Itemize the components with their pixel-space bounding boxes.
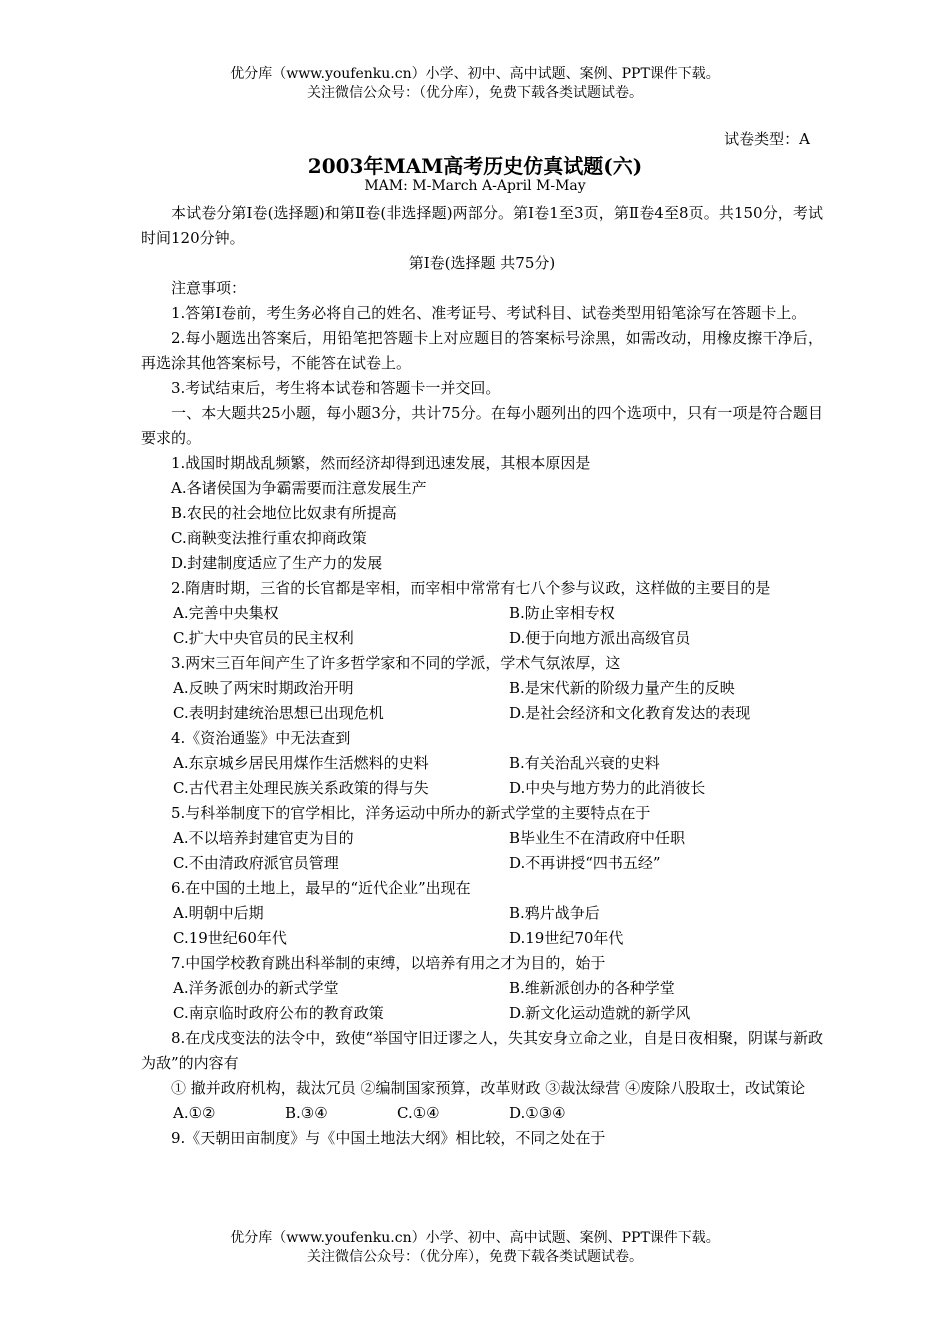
header-line-2: 关注微信公众号：（优分库），免费下载各类试题试卷。 (307, 85, 643, 101)
question-stem: 8.在戊戌变法的法令中，致使“举国守旧迂谬之人，失其安身立命之业，自是日夜相聚，阴谋与新政为敌”的内容有 (141, 1029, 823, 1072)
option: C.扩大中央官员的民主权利 (173, 629, 354, 647)
question-items: ① 撤并政府机构，裁汰冗员 ②编制国家预算，改革财政 ③裁汰绿营 ④废除八股取士，改试策论 (171, 1079, 806, 1097)
option: A.完善中央集权 (173, 604, 279, 622)
notice-item: 2.每小题选出答案后，用铅笔把答题卡上对应题目的答案标号涂黑，如需改动，用橡皮擦干净后，再选涂其他答案标号，不能答在试卷上。 (141, 329, 823, 372)
question-stem: 1.战国时期战乱频繁，然而经济却得到迅速发展，其根本原因是 (171, 454, 591, 472)
header-line-1: 优分库（www.youfenku.cn）小学、初中、高中试题、案例、PPT课件下载。 (230, 66, 720, 82)
footer-line-2: 关注微信公众号：（优分库），免费下载各类试题试卷。 (307, 1249, 643, 1265)
option-row (141, 751, 823, 776)
option: C.19世纪60年代 (173, 929, 287, 947)
page-header (0, 65, 950, 103)
option: C.不由清政府派官员管理 (173, 854, 339, 872)
question-stem: 3.两宋三百年间产生了许多哲学家和不同的学派，学术气氛浓厚，这 (171, 654, 621, 672)
page-subtitle: MAM: M-March A-April M-May (364, 178, 586, 194)
option-row (141, 601, 823, 626)
option: C.古代君主处理民族关系政策的得与失 (173, 779, 429, 797)
option: D.封建制度适应了生产力的发展 (171, 554, 383, 572)
option: C.①④ (397, 1104, 440, 1122)
question-stem: 4.《资治通鉴》中无法查到 (171, 729, 351, 747)
option-row (141, 826, 823, 851)
page-title: 2003年MAM高考历史仿真试题(六) (307, 154, 643, 178)
question-stem: 5.与科举制度下的官学相比，洋务运动中所办的新式学堂的主要特点在于 (171, 804, 651, 822)
option: D.19世纪70年代 (509, 929, 624, 947)
option: B毕业生不在清政府中任职 (509, 829, 686, 847)
question-stem: 6.在中国的土地上，最早的“近代企业”出现在 (171, 879, 471, 897)
option: B.维新派创办的各种学堂 (509, 979, 675, 997)
option-row (141, 851, 823, 876)
page-footer (0, 1229, 950, 1267)
option: D.是社会经济和文化教育发达的表现 (509, 704, 751, 722)
option: C.南京临时政府公布的教育政策 (173, 1004, 384, 1022)
exam-content (141, 201, 823, 1151)
notice-item: 1.答第Ⅰ卷前，考生务必将自己的姓名、准考证号、考试科目、试卷类型用铅笔涂写在答题卡上。 (171, 304, 807, 322)
option: A.东京城乡居民用煤作生活燃料的史料 (173, 754, 429, 772)
option: D.中央与地方势力的此消彼长 (509, 779, 706, 797)
notice-item: 3.考试结束后，考生将本试卷和答题卡一并交回。 (171, 379, 501, 397)
option: C.商鞅变法推行重农抑商政策 (171, 529, 367, 547)
option: A.①② (173, 1104, 216, 1122)
option: B.鸦片战争后 (509, 904, 600, 922)
notice-title: 注意事项： (171, 279, 247, 297)
intro-paragraph: 本试卷分第Ⅰ卷(选择题)和第Ⅱ卷(非选择题)两部分。第Ⅰ卷1至3页，第Ⅱ卷4至8页。共150分，考试时间120分钟。 (141, 204, 823, 247)
option-row (141, 976, 823, 1001)
footer-line-1: 优分库（www.youfenku.cn）小学、初中、高中试题、案例、PPT课件下载。 (230, 1230, 720, 1246)
option: C.表明封建统治思想已出现危机 (173, 704, 384, 722)
option: A.不以培养封建官吏为目的 (173, 829, 354, 847)
option: A.明朝中后期 (173, 904, 264, 922)
option: B.有关治乱兴衰的史料 (509, 754, 660, 772)
paper-type: 试卷类型：A (724, 130, 810, 148)
option-row (141, 626, 823, 651)
option: A.各诸侯国为争霸需要而注意发展生产 (171, 479, 427, 497)
part1-instruction: 一、本大题共25小题，每小题3分，共计75分。在每小题列出的四个选项中，只有一项是符合题目要求的。 (141, 404, 823, 447)
option-row (141, 676, 823, 701)
option-row (141, 926, 823, 951)
option: D.不再讲授“四书五经” (509, 854, 661, 872)
option: A.反映了两宋时期政治开明 (173, 679, 354, 697)
option: D.新文化运动造就的新学风 (509, 1004, 691, 1022)
option: A.洋务派创办的新式学堂 (173, 979, 339, 997)
option-row (141, 776, 823, 801)
option: D.便于向地方派出高级官员 (509, 629, 691, 647)
question-stem: 9.《天朝田亩制度》与《中国土地法大纲》相比较，不同之处在于 (171, 1129, 606, 1147)
section-title: 第Ⅰ卷(选择题 共75分) (408, 254, 556, 272)
question-stem: 2.隋唐时期，三省的长官都是宰相，而宰相中常常有七八个参与议政，这样做的主要目的是 (171, 579, 771, 597)
option: D.①③④ (509, 1104, 566, 1122)
option: B.③④ (285, 1104, 328, 1122)
option-row (141, 1101, 823, 1126)
option: B.农民的社会地位比奴隶有所提高 (171, 504, 397, 522)
question-stem: 7.中国学校教育跳出科举制的束缚，以培养有用之才为目的，始于 (171, 954, 606, 972)
option-row (141, 701, 823, 726)
option-row (141, 1001, 823, 1026)
option-row (141, 901, 823, 926)
option: B.防止宰相专权 (509, 604, 615, 622)
option: B.是宋代新的阶级力量产生的反映 (509, 679, 735, 697)
